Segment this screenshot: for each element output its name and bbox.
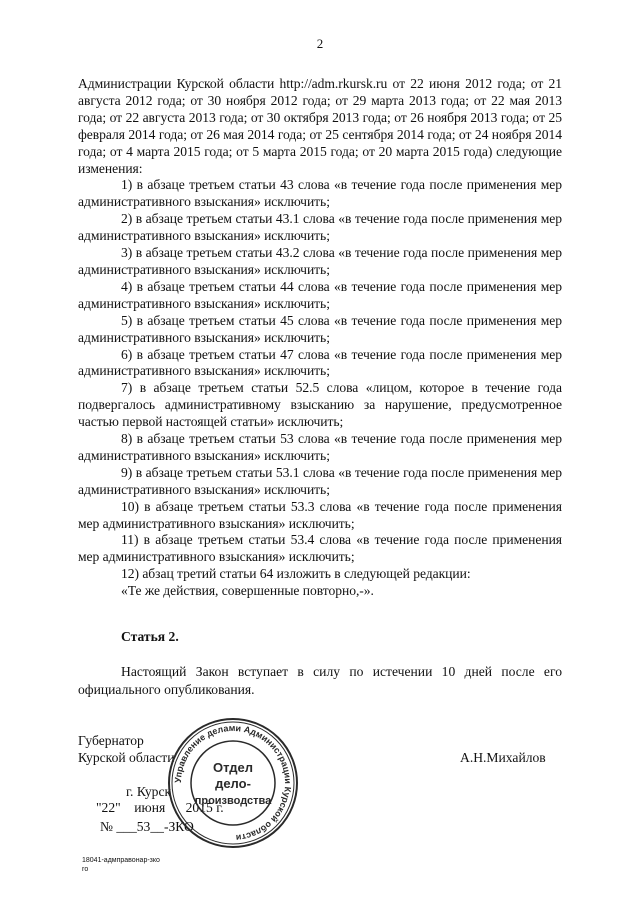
page-number: 2: [316, 36, 324, 51]
document-body: [78, 76, 562, 600]
body-paragraph: 11) в абзаце третьем статьи 53.4 слова «в течение года после применения мер административного взыскания» исключить;: [78, 532, 562, 565]
footer-code: [82, 856, 160, 874]
body-paragraph: 12) абзац третий статьи 64 изложить в следующей редакции:: [121, 566, 471, 582]
body-paragraph: 10) в абзаце третьем статьи 53.3 слова «в течение года после применения мер административного взыскания» исключить;: [78, 498, 562, 531]
signatory-name: А.Н.Михайлов: [460, 750, 546, 765]
office-stamp: [166, 716, 300, 850]
body-paragraph: 1) в абзаце третьем статьи 43 слова «в течение года после применения мер административного взыскания» исключить;: [78, 177, 562, 210]
body-paragraph: «Те же действия, совершенные повторно,-».: [121, 583, 374, 599]
article-heading: Статья 2.: [121, 629, 179, 644]
governor-region: Курской области: [78, 750, 175, 765]
governor-title: Губернатор: [78, 733, 144, 748]
stamp-ring-text: Управление делами Администрации Курской области: [172, 722, 294, 843]
body-paragraph: 4) в абзаце третьем статьи 44 слова «в течение года после применения мер административного взыскания» исключить;: [78, 278, 562, 311]
body-paragraph: Администрации Курской области http://adm.rkursk.ru от 22 июня 2012 года; от 21 августа 2012 года; от 30 ноября 2012 года; от 29 марта 2013 года; от 22 мая 2013 года; от 22 августа 2013 года; от 30 октября 2013 года; от 26 ноября 2013 года; от 25 февраля 2014 года; от 26 мая 2014 года; от 25 сентября 2014 года; от 24 ноября 2014 года; от 4 марта 2015 года; от 5 марта 2015 года; от 20 марта 2015 года) следующие изменения:: [78, 76, 562, 176]
body-paragraph: 3) в абзаце третьем статьи 43.2 слова «в течение года после применения мер административного взыскания» исключить;: [78, 245, 562, 277]
footer-line: ro: [82, 866, 89, 873]
stamp-center-line: производства: [194, 795, 272, 807]
article-paragraph: Настоящий Закон вступает в силу по истечении 10 дней после его официального опубликования.: [78, 664, 562, 697]
body-paragraph: 5) в абзаце третьем статьи 45 слова «в течение года после применения мер административного взыскания» исключить;: [78, 312, 562, 345]
article-body: [78, 663, 562, 698]
body-paragraph: 9) в абзаце третьем статьи 53.1 слова «в течение года после применения мер административного взыскания» исключить;: [78, 464, 562, 497]
body-paragraph: 6) в абзаце третьем статьи 47 слова «в течение года после применения мер административного взыскания» исключить;: [78, 346, 562, 379]
stamp-center-line: Отдел: [212, 760, 254, 775]
law-number: № ___53__-ЗКО: [100, 819, 194, 834]
body-paragraph: 7) в абзаце третьем статьи 52.5 слова «лицом, которое в течение года подвергалось административному взысканию за нарушение, предусмотренное частью первой настоящей статьи» исключить;: [78, 380, 562, 430]
stamp-center-line: дело-: [215, 776, 251, 791]
stamp-seal-icon: [166, 716, 300, 850]
signing-date: "22" июня 2015 г.: [96, 800, 224, 815]
body-paragraph: 8) в абзаце третьем статьи 53 слова «в течение года после применения мер административного взыскания» исключить;: [78, 431, 562, 463]
footer-line: 18041-адмправонар-зко: [82, 857, 160, 864]
body-paragraph: 2) в абзаце третьем статьи 43.1 слова «в течение года после применения мер административного взыскания» исключить;: [78, 211, 562, 244]
signing-place: г. Курск: [126, 784, 172, 799]
